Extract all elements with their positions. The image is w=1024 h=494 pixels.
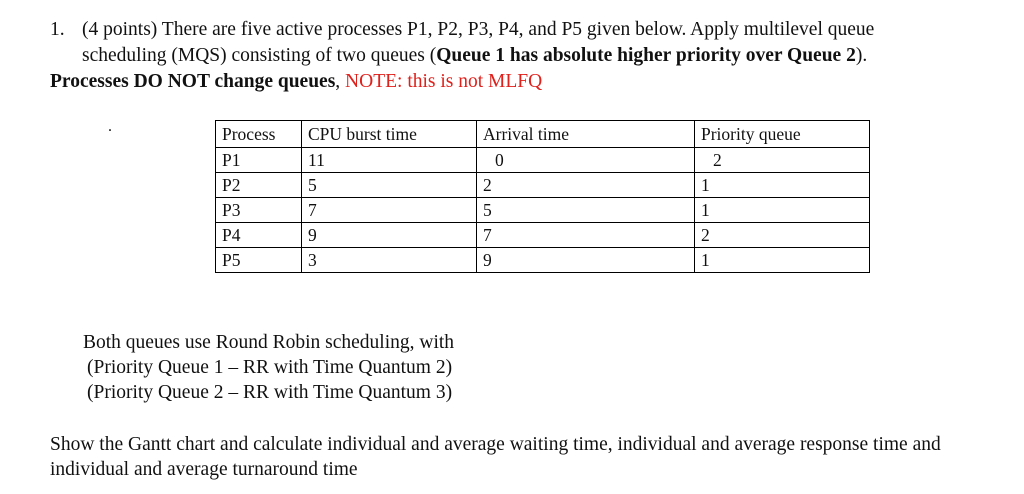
cell-process: P2 [216,173,302,198]
header-process: Process [216,121,302,148]
question-line-3 [50,70,542,94]
cell-process: P5 [216,248,302,273]
cell-arrival: 2 [477,173,695,198]
cell-burst: 7 [302,198,477,223]
stray-dot: . [108,118,112,135]
cell-priority: 1 [695,198,870,223]
round-robin-description [83,330,454,405]
header-priority: Priority queue [695,121,870,148]
no-queue-change-statement: Processes DO NOT change queues [50,71,336,92]
question-text-1: (4 points) There are five active processes P1, P2, P3, P4, and P5 given below. Apply multilevel queue [82,19,875,40]
cell-arrival: 0 [477,148,695,173]
header-cpu-burst: CPU burst time [302,121,477,148]
cell-arrival: 9 [477,248,695,273]
cell-priority: 2 [695,148,870,173]
table-row [216,248,870,273]
cell-process: P1 [216,148,302,173]
question-text-2-end: ). [855,45,868,66]
question-line-2 [82,44,867,68]
task-instructions: Show the Gantt chart and calculate individual and average waiting time, individual and average response time and individual and average turnaround time [50,434,941,480]
cell-arrival: 5 [477,198,695,223]
cell-process: P4 [216,223,302,248]
question-text-2: scheduling (MQS) consisting of two queues ( [82,45,437,66]
mlfq-note: NOTE: this is not MLFQ [345,71,543,92]
rr-queue-2: (Priority Queue 2 – RR with Time Quantum 3) [87,382,453,403]
cell-burst: 9 [302,223,477,248]
cell-priority: 1 [695,248,870,273]
cell-priority: 1 [695,173,870,198]
question-number: 1. [50,19,65,40]
cell-arrival: 7 [477,223,695,248]
queue-priority-statement: Queue 1 has absolute higher priority over Queue 2 [436,45,856,66]
cell-burst: 11 [302,148,477,173]
table-header-row [216,121,870,148]
rr-intro: Both queues use Round Robin scheduling, with [83,332,455,353]
cell-process: P3 [216,198,302,223]
table-row [216,148,870,173]
table-row [216,223,870,248]
cell-burst: 3 [302,248,477,273]
comma-separator: , [335,71,346,92]
process-table [215,120,870,273]
header-arrival: Arrival time [477,121,695,148]
table-row [216,173,870,198]
cell-priority: 2 [695,223,870,248]
table-row [216,198,870,223]
question-line-1 [50,18,874,42]
cell-burst: 5 [302,173,477,198]
rr-queue-1: (Priority Queue 1 – RR with Time Quantum 2) [87,357,453,378]
